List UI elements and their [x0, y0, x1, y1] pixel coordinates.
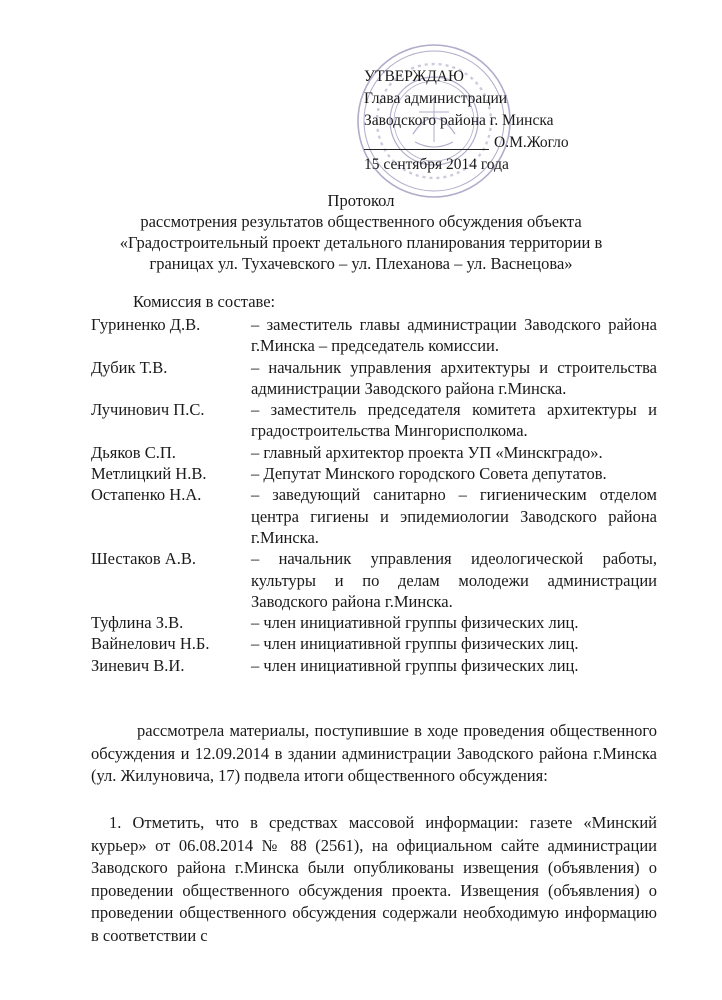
commission-member	[91, 463, 657, 484]
approval-position-line1: Глава администрации	[364, 90, 508, 107]
commission-member	[91, 633, 657, 654]
member-name: Метлицкий Н.В.	[91, 464, 207, 484]
member-name: Гуриненко Д.В.	[91, 315, 201, 334]
member-role: – член инициативной группы физических лиц.	[251, 613, 579, 633]
member-name: Шестаков А.В.	[91, 549, 196, 569]
title-line-1: Протокол	[327, 191, 395, 210]
approval-signature-line	[364, 132, 569, 154]
member-role: – заместитель главы администрации Заводского района г.Минска – председатель комиссии.	[251, 315, 657, 356]
member-role: – Депутат Минского городского Совета депутатов.	[251, 464, 607, 484]
commission-member	[91, 357, 657, 400]
title-line-3: «Градостроительный проект детального планирования территории в	[119, 233, 603, 252]
document-title	[0, 190, 722, 274]
title-line-4: границах ул. Тухачевского – ул. Плеханова – ул. Васнецова»	[149, 254, 573, 273]
member-role: – начальник управления архитектуры и строительства администрации Заводского района г.Минска.	[251, 357, 657, 398]
commission-members-list	[91, 314, 657, 676]
member-name: Зиневич В.И.	[91, 655, 185, 675]
commission-member	[91, 314, 657, 357]
approval-label: УТВЕРЖДАЮ	[364, 68, 464, 85]
member-name: Туфлина З.В.	[91, 613, 184, 633]
title-line-2: рассмотрения результатов общественного обсуждения объекта	[140, 212, 582, 231]
member-role: – заведующий санитарно – гигиеническим отделом центра гигиены и эпидемиологии Заводского района г.Минска.	[251, 485, 657, 547]
approval-date: 15 сентября 2014 года	[364, 156, 509, 173]
member-name: Дьяков С.П.	[91, 442, 176, 462]
member-role: – главный архитектор проекта УП «Минскградо».	[251, 442, 603, 462]
member-name: Вайнелович Н.Б.	[91, 634, 210, 654]
commission-heading: Комиссия в составе:	[133, 292, 276, 311]
commission-member	[91, 655, 657, 676]
member-role: – начальник управления идеологической работы, культуры и по делам молодежи администрации Заводского района г.Минска.	[251, 549, 657, 611]
commission-member	[91, 399, 657, 442]
commission-member	[91, 442, 657, 463]
member-role: – член инициативной группы физических лиц.	[251, 634, 579, 654]
commission-member	[91, 484, 657, 548]
commission-member	[91, 612, 657, 633]
member-role: – заместитель председателя комитета архитектуры и градостроительства Мингорисполкома.	[251, 400, 657, 441]
member-name: Лучинович П.С.	[91, 400, 205, 420]
member-role: – член инициативной группы физических лиц.	[251, 655, 579, 675]
approval-signer: О.М.Жогло	[494, 134, 569, 151]
member-name: Дубик Т.В.	[91, 357, 168, 377]
body-paragraph-1: рассмотрела материалы, поступившие в ходе проведения общественного обсуждения и 12.09.2014 в здании администрации Заводского района г.Минска (ул. Жилуновича, 17) подвела итоги общественного обсуждения:	[91, 721, 657, 786]
commission-member	[91, 548, 657, 612]
approval-position-line2: Заводского района г. Минска	[364, 112, 554, 129]
approval-block	[364, 66, 569, 176]
member-name: Остапенко Н.А.	[91, 485, 202, 505]
body-paragraph-2: 1. Отметить, что в средствах массовой информации: газете «Минский курьер» от 06.08.2014 № 88 (2561), на официальном сайте администрации Заводского района г.Минска были опубликованы извещения (объявления) о проведении общественного обсуждения проекта. Извещения (объявления) о проведении общественного обсуждения содержали необходимую информацию в соответствии с	[91, 813, 657, 945]
